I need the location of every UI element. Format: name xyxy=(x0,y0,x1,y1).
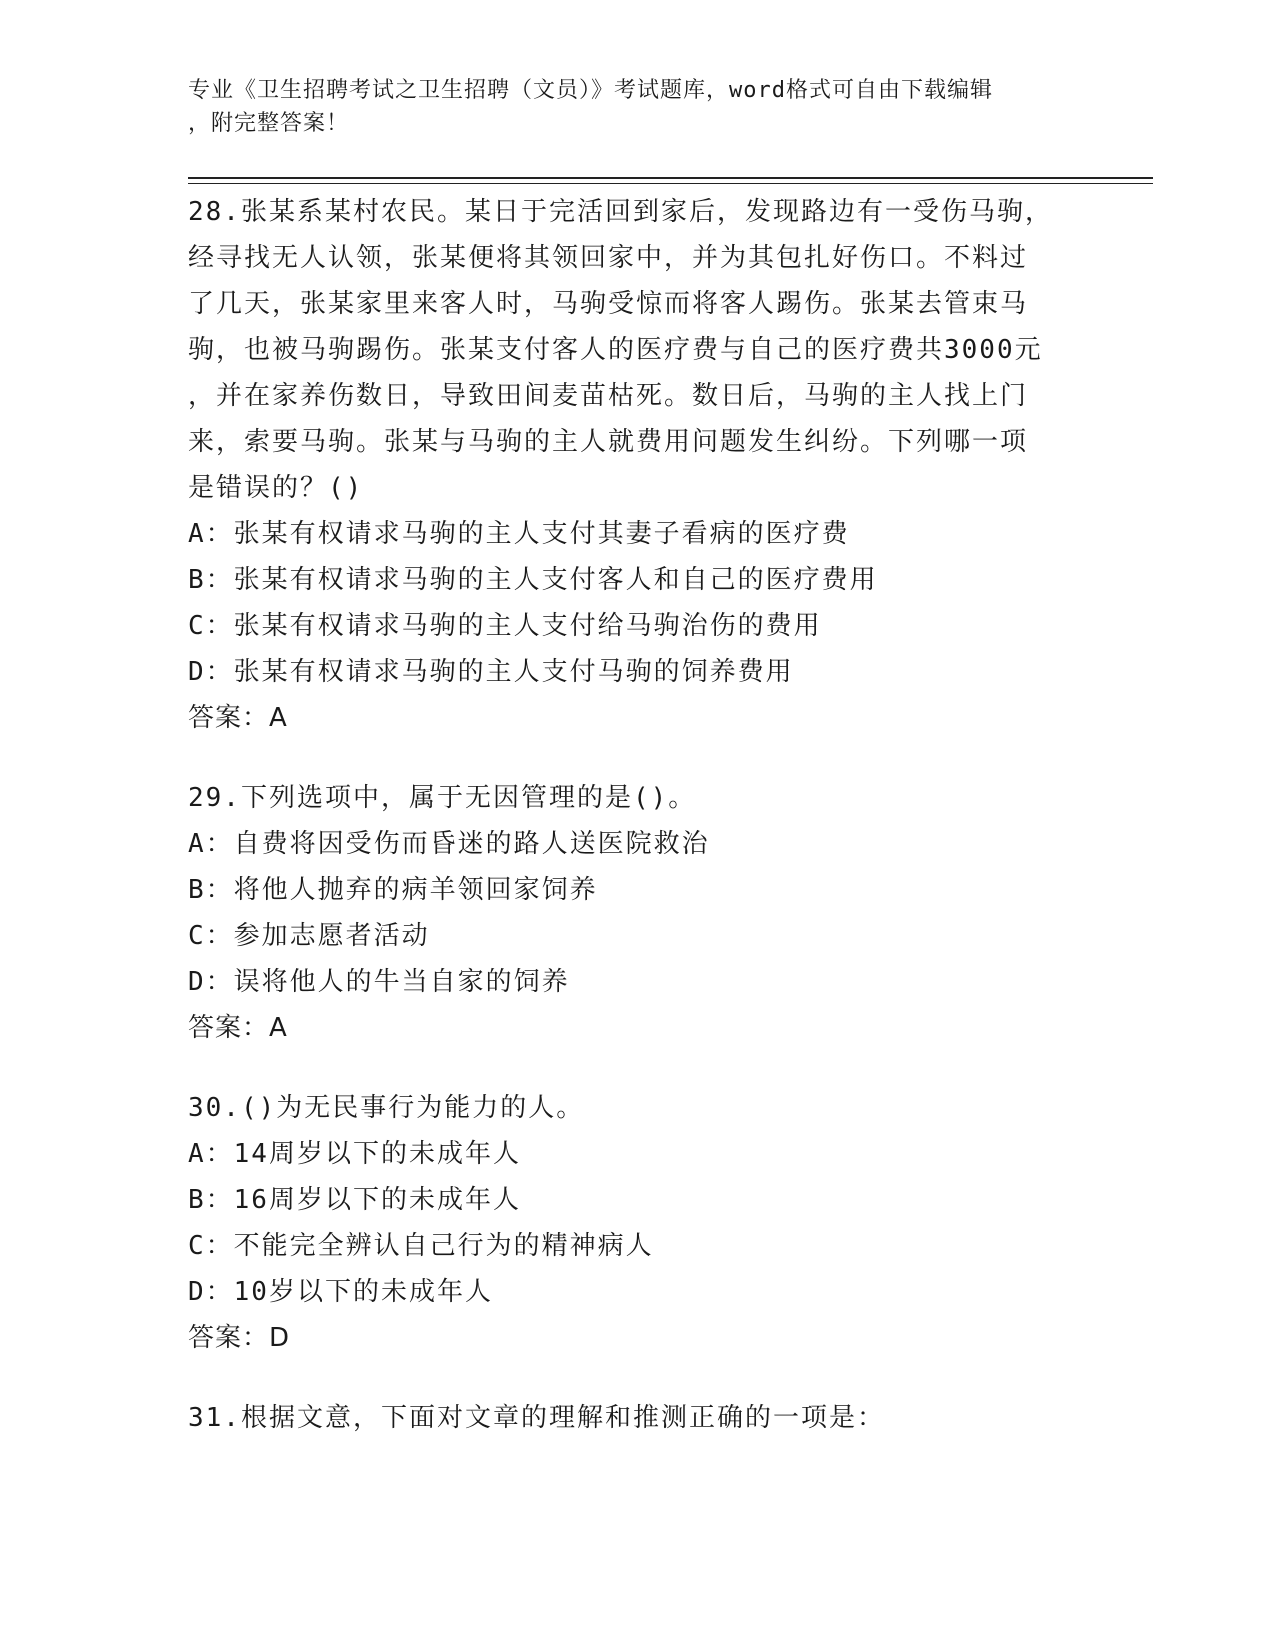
question-list xyxy=(188,189,1088,1475)
question-stem-line: 是错误的？() xyxy=(188,473,364,503)
question-stem-line: ，并在家养伤数日，导致田间麦苗枯死。数日后，马驹的主人找上门 xyxy=(188,381,1029,411)
option-d: D：10岁以下的未成年人 xyxy=(188,1277,493,1307)
header-line-2: ，附完整答案！ xyxy=(188,111,350,136)
question-stem-line: 30.()为无民事行为能力的人。 xyxy=(188,1093,585,1123)
option-a: A：14周岁以下的未成年人 xyxy=(188,1139,521,1169)
question-stem-line: 驹，也被马驹踢伤。张某支付客人的医疗费与自己的医疗费共3000元 xyxy=(188,335,1043,365)
option-a: A：张某有权请求马驹的主人支付其妻子看病的医疗费 xyxy=(188,519,850,549)
option-d: D：误将他人的牛当自家的饲养 xyxy=(188,967,570,997)
question-stem-line: 31.根据文意，下面对文章的理解和推测正确的一项是： xyxy=(188,1403,885,1433)
option-a: A：自费将因受伤而昏迷的路人送医院救治 xyxy=(188,829,710,859)
answer-line: 答案：A xyxy=(188,1013,288,1043)
header-line-1: 专业《卫生招聘考试之卫生招聘（文员）》考试题库，word格式可自由下载编辑 xyxy=(188,78,993,103)
question-stem-line: 来，索要马驹。张某与马驹的主人就费用问题发生纠纷。下列哪一项 xyxy=(188,427,1029,457)
question-29 xyxy=(188,775,1088,1051)
option-c: C：不能完全辨认自己行为的精神病人 xyxy=(188,1231,654,1261)
answer-line: 答案：A xyxy=(188,703,288,733)
option-d: D：张某有权请求马驹的主人支付马驹的饲养费用 xyxy=(188,657,794,687)
question-stem-line: 28.张某系某村农民。某日于完活回到家后，发现路边有一受伤马驹， xyxy=(188,197,1053,227)
question-stem-line: 29.下列选项中，属于无因管理的是()。 xyxy=(188,783,697,813)
document-header xyxy=(188,74,1068,140)
question-stem-line: 了几天，张某家里来客人时，马驹受惊而将客人踢伤。张某去管束马 xyxy=(188,289,1029,319)
question-stem-line: 经寻找无人认领，张某便将其领回家中，并为其包扎好伤口。不料过 xyxy=(188,243,1029,273)
header-rule-thick xyxy=(188,177,1153,179)
option-b: B：张某有权请求马驹的主人支付客人和自己的医疗费用 xyxy=(188,565,878,595)
option-c: C：张某有权请求马驹的主人支付给马驹治伤的费用 xyxy=(188,611,822,641)
question-31 xyxy=(188,1395,1088,1441)
option-b: B：16周岁以下的未成年人 xyxy=(188,1185,521,1215)
question-30 xyxy=(188,1085,1088,1361)
header-rule-thin xyxy=(188,183,1153,184)
question-28 xyxy=(188,189,1088,741)
option-b: B：将他人抛弃的病羊领回家饲养 xyxy=(188,875,598,905)
answer-line: 答案：D xyxy=(188,1323,291,1353)
option-c: C：参加志愿者活动 xyxy=(188,921,430,951)
